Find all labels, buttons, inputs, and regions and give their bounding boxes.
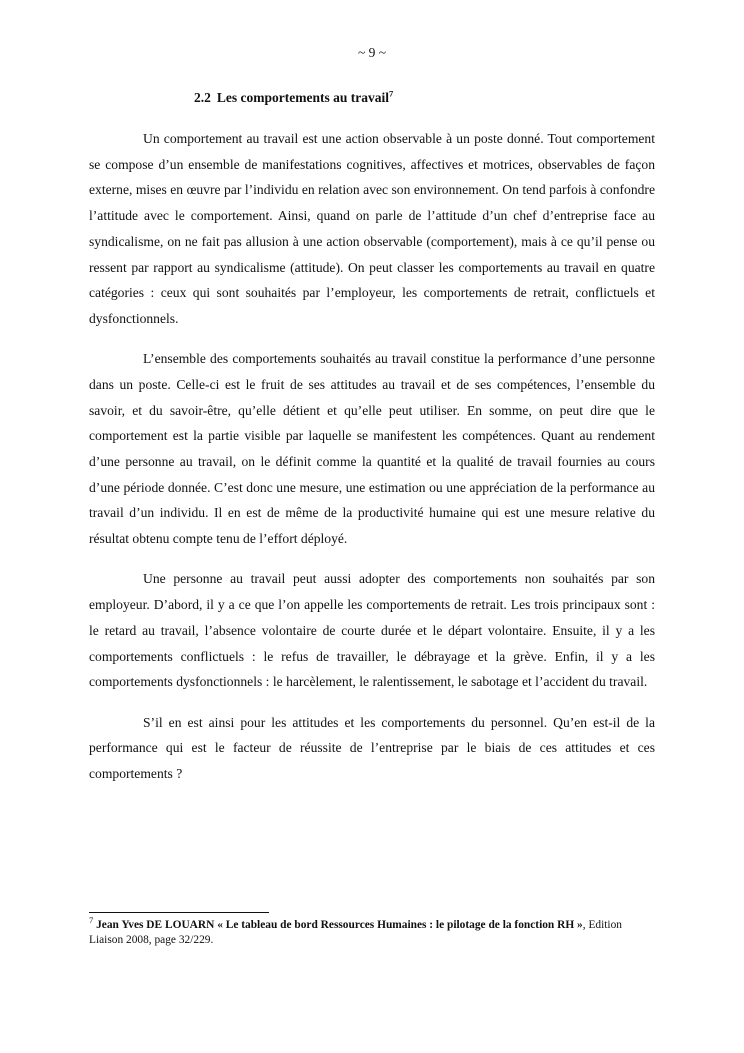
section-title: Les comportements au travail [216, 90, 389, 105]
footnote-marker: 7 [89, 915, 94, 926]
footnote-reference: 7 [388, 88, 394, 99]
footnote-details: , Edition Liaison 2008, page 32/229. [89, 919, 622, 946]
section-number: 2.2 [194, 90, 211, 105]
paragraph-4: S’il en est ainsi pour les attitudes et les comportements du personnel. Qu’en est-il de la performance qui est le facteur de réussite de l’entreprise par le biais de ces attitudes et ces comportements ? [89, 714, 655, 781]
footnote-citation: Jean Yves DE LOUARN « Le tableau de bord Ressources Humaines : le pilotage de la fonction RH » [96, 919, 583, 931]
section-heading [194, 89, 393, 107]
page-number: ~ 9 ~ [357, 45, 387, 60]
body-text [89, 126, 655, 801]
footnote-separator [89, 912, 269, 913]
paragraph-3: Une personne au travail peut aussi adopter des comportements non souhaités par son employeur. D’abord, il y a ce que l’on appelle les comportements de retrait. Les trois principaux sont : le retard au travail, l’absence volontaire de courte durée et le départ volontaire. Ensuite, il y a les comportements conflictuels : le refus de travailler, le débrayage et la grève. Enfin, il y a les comportements dysfonctionnels : le harcèlement, le ralentissement, le sabotage et l’accident du travail. [89, 571, 655, 690]
paragraph-1: Un comportement au travail est une action observable à un poste donné. Tout comportement se compose d’un ensemble de manifestations cognitives, affectives et motrices, observables de façon externe, mises en œuvre par l’individu en relation avec son environnement. On tend parfois à confondre l’attitude avec le comportement. Ainsi, quand on parle de l’attitude d’un chef d’entreprise face au syndicalisme, on ne fait pas allusion à une action observable (comportement), mais à ce qu’il pense ou ressent par rapport au syndicalisme (attitude). On peut classer les comportements au travail en quatre catégories : ceux qui sont souhaités par l’employeur, les comportements de retrait, conflictuels et dysfonctionnels. [89, 131, 655, 326]
paragraph-2: L’ensemble des comportements souhaités au travail constitue la performance d’une personne dans un poste. Celle-ci est le fruit de ses attitudes au travail et de ses compétences, l’ensemble du savoir, et du savoir-être, qu’elle détient et qu’elle peut utiliser. En somme, on peut dire que le comportement est la partie visible par laquelle se manifestent les compétences. Quant au rendement d’une personne au travail, on le définit comme la quantité et la qualité de travail fournies au cours d’une période donnée. C’est donc une mesure, une estimation ou une appréciation de la performance au travail d’un individu. Il en est de même de la productivité humaine qui est une mesure relative du résultat obtenu compte tenu de l’effort déployé. [89, 351, 655, 547]
footnote [89, 915, 655, 948]
